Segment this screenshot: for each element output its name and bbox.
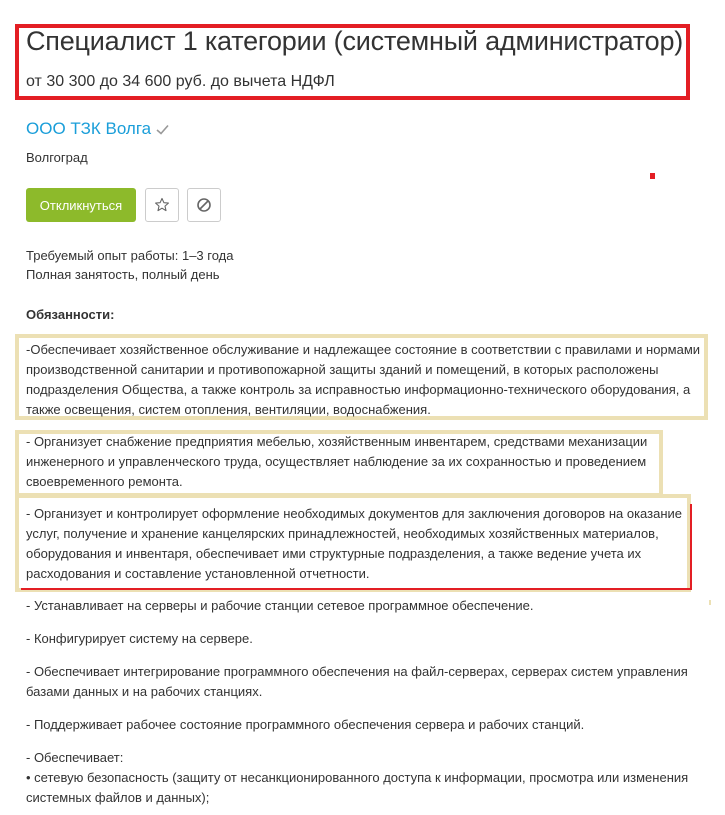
employment-text: Полная занятость, полный день	[26, 267, 220, 282]
duty-paragraph: - Обеспечивает интегрирование программного обеспечения на файл-серверах, серверах систем управления базами данных и на рабочих станциях.	[26, 664, 688, 699]
duty-paragraph: - Организует снабжение предприятия мебелью, хозяйственным инвентарем, средствами механизации инженерного и управленческого труда, осуществляет наблюдение за их сохранностью и проведением своевременного ремонта.	[26, 434, 648, 489]
company-city: Волгоград	[26, 150, 88, 165]
block-icon	[196, 197, 212, 213]
company-link[interactable]: ООО ТЗК Волга	[26, 119, 152, 138]
vacancy-salary: от 30 300 до 34 600 руб. до вычета НДФЛ	[26, 73, 335, 90]
duty-paragraph: -Обеспечивает хозяйственное обслуживание и надлежащее состояние в соответствии с правилами и нормами производственной санитарии и противопожарной защиты зданий и помещений, в которых расположены подразделения Общества, а также контроль за исправностью информационно-технического оборудования, а также освещения, систем отопления, вентиляции, водоснабжения.	[26, 342, 701, 417]
favorite-button[interactable]	[145, 188, 179, 222]
company-row	[26, 119, 169, 139]
duty-paragraph: - Конфигурирует систему на сервере.	[26, 631, 253, 646]
experience-text: Требуемый опыт работы: 1–3 года	[26, 248, 234, 263]
duty-paragraph: - Обеспечивает: • сетевую безопасность (защиту от несанкционированного доступа к информации, просмотра или изменения системных файлов и данных);	[26, 750, 689, 805]
vacancy-meta	[26, 246, 234, 284]
vacancy-title: Специалист 1 категории (системный администратор)	[26, 26, 684, 56]
yellow-marker	[709, 600, 711, 605]
red-marker	[650, 173, 655, 179]
red-underline-vertical	[690, 504, 692, 588]
duty-paragraph: - Организует и контролирует оформление необходимых документов для заключения договоров на оказание услуг, получение и хранение канцелярских принадлежностей, необходимых хозяйственных материалов, оборудования и инвентаря, обеспечивает ими структурные подразделения, а также ведение учета их расходования и составление установленной отчетности.	[26, 506, 682, 581]
duty-paragraph: - Поддерживает рабочее состояние программного обеспечения сервера и рабочих станций.	[26, 717, 585, 732]
verified-check-icon	[156, 124, 169, 135]
red-underline-horizontal	[21, 588, 692, 590]
responsibilities-heading: Обязанности:	[26, 307, 115, 322]
hide-vacancy-button[interactable]	[187, 188, 221, 222]
duty-paragraph: - Устанавливает на серверы и рабочие станции сетевое программное обеспечение.	[26, 598, 534, 613]
star-icon	[154, 197, 170, 213]
respond-button[interactable]: Откликнуться	[26, 188, 136, 222]
